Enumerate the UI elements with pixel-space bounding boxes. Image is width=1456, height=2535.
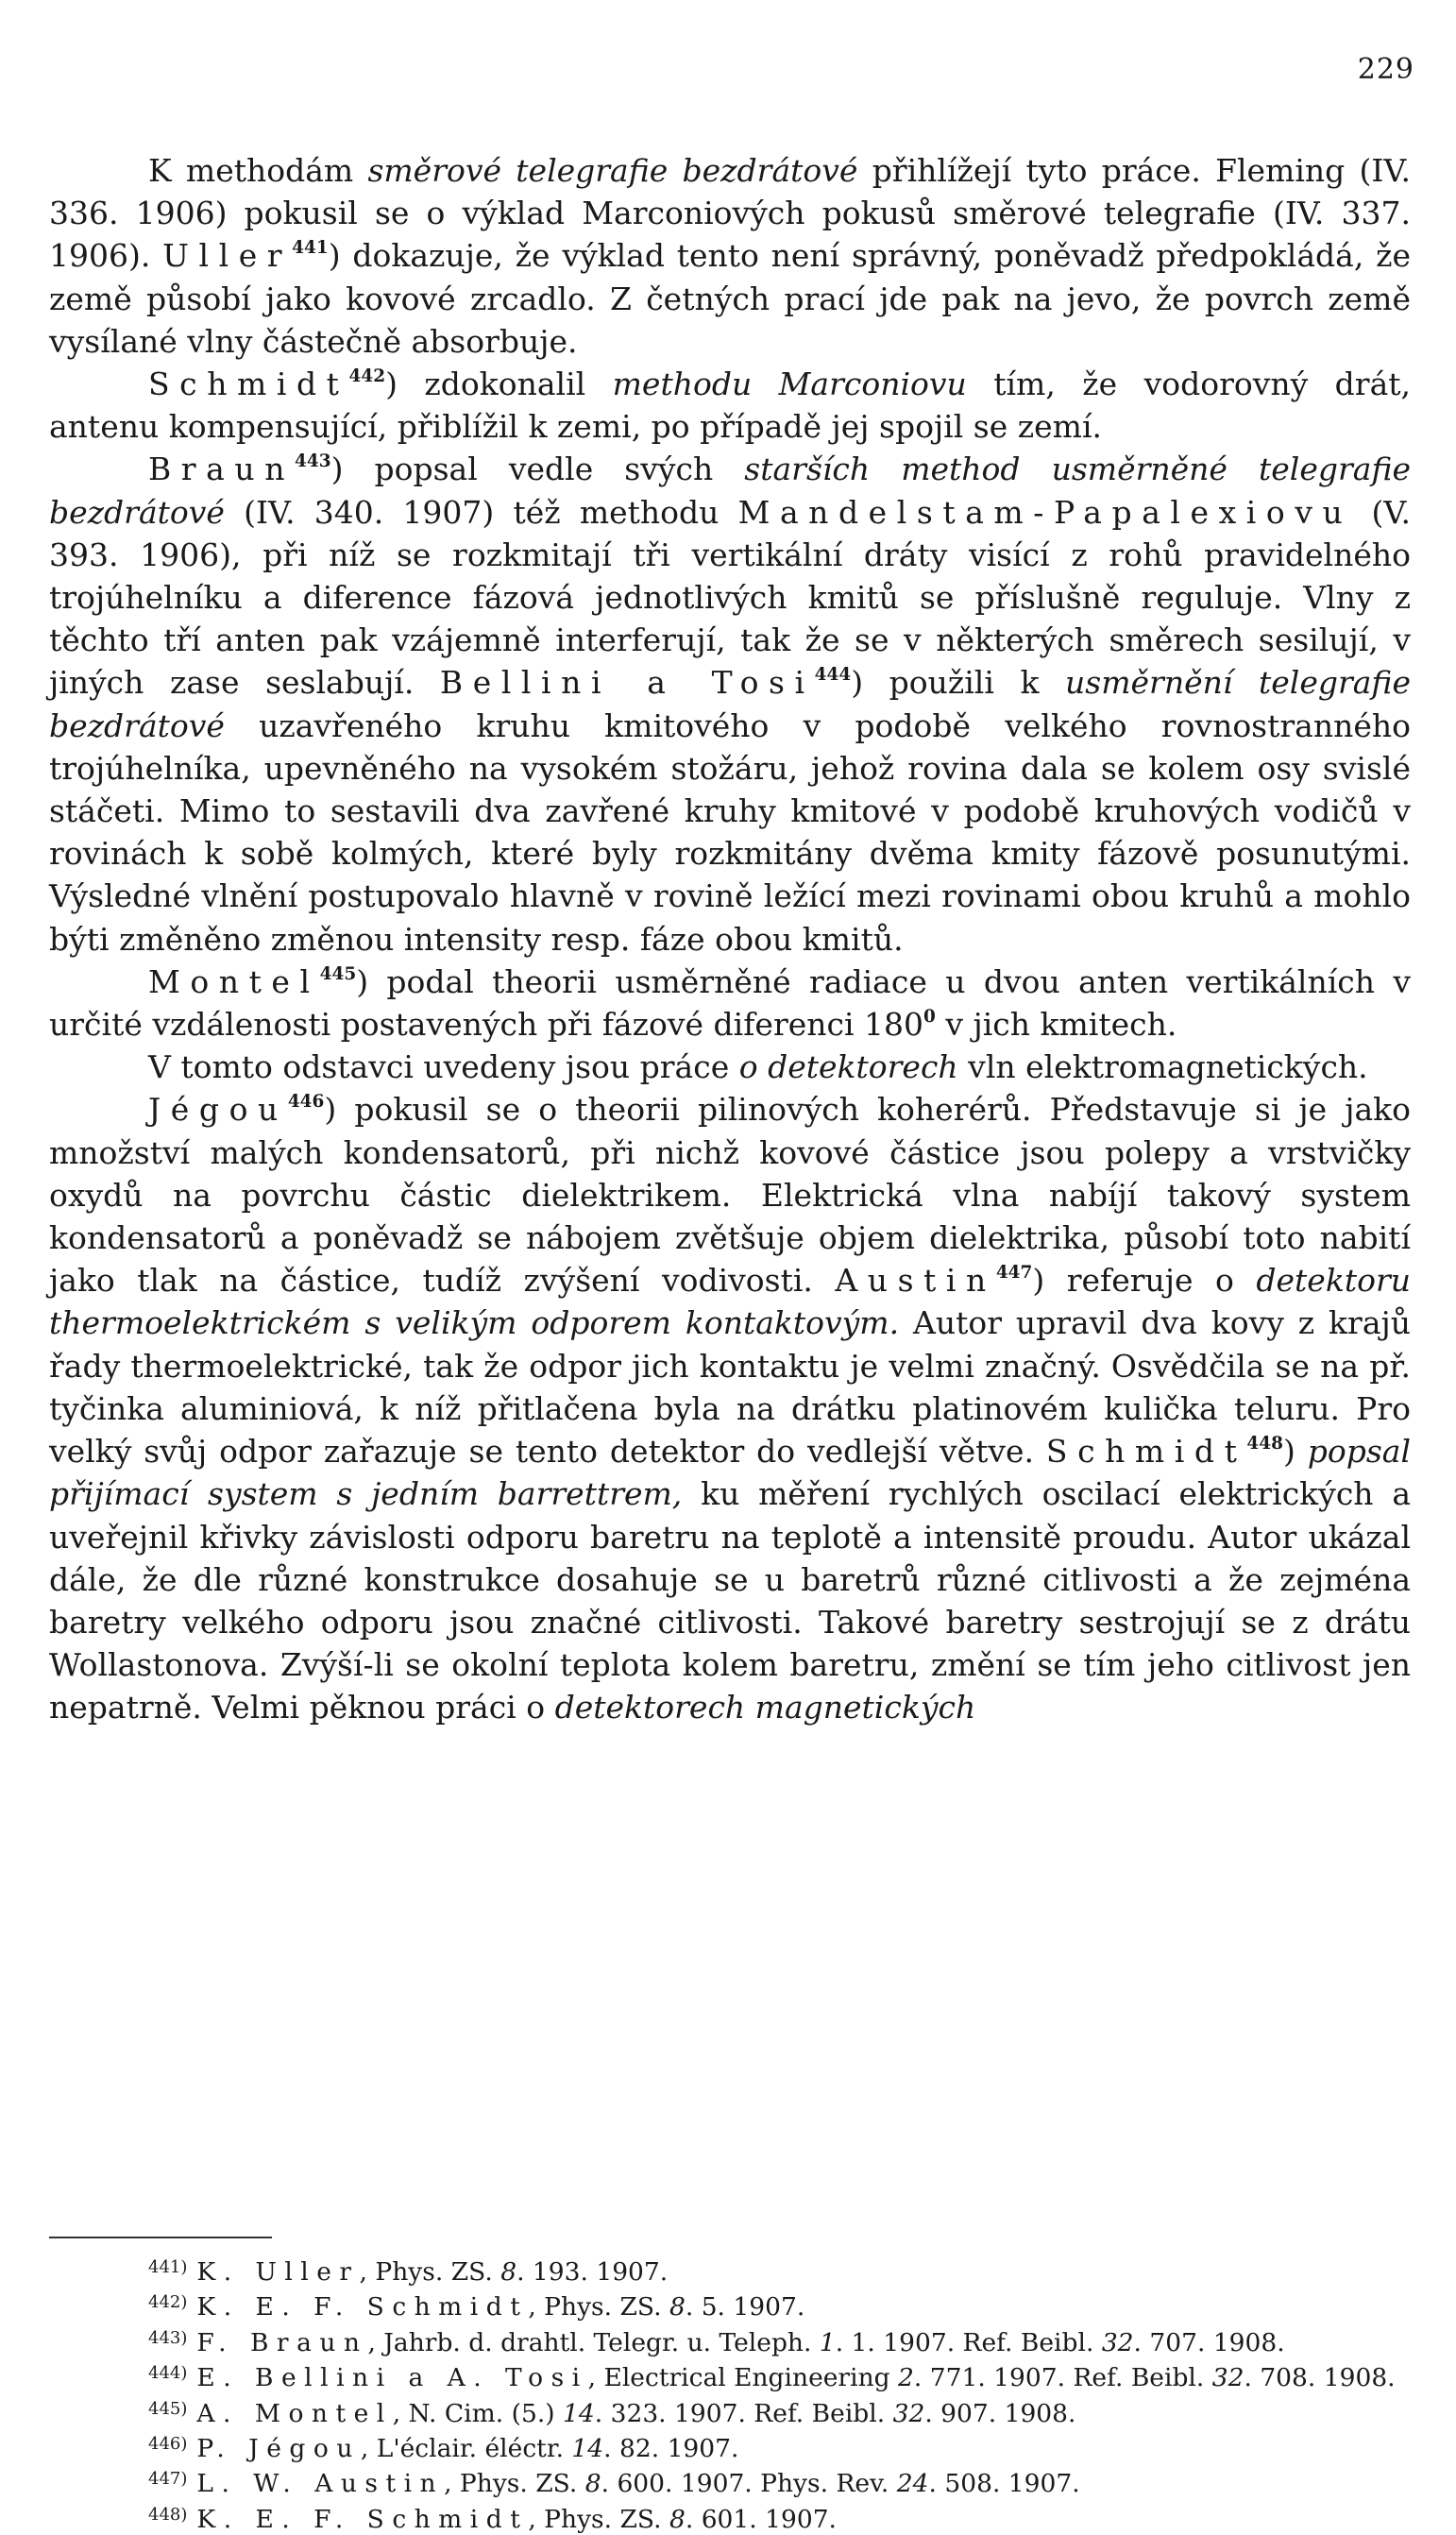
text-run: uzavřeného kruhu kmitového v podobě velkého rovnostranného trojúhelníka, upevněného na vysokém stožáru, jehož rovina dala se kolem osy svislé stáčeti. Mimo to sestavili dva zavřené kruhy kmitové v podobě kruhových vodičů v rovinách k sobě kolmých, které byly rozkmitány dvěma kmity fázově posunutými. Výsledné vlnění postupovalo hlavně v rovině ležící mezi rovinami obou kruhů a mohlo býti změněno změnou intensity resp. fáze obou kmitů. bbox=[49, 706, 1411, 958]
footnote-number: 445) bbox=[148, 2398, 188, 2419]
footnote-ref: 445 bbox=[319, 964, 357, 984]
author-name: Schmidt bbox=[1045, 1433, 1247, 1471]
footnote-number: 443) bbox=[148, 2327, 188, 2348]
footnote-number: 444) bbox=[148, 2363, 188, 2384]
footnote-text: . 708. 1908. bbox=[1244, 2363, 1396, 2393]
footnote-text: , Phys. ZS. bbox=[359, 2257, 501, 2288]
emphasis: detektorech magnetických bbox=[554, 1689, 976, 1727]
footnote-number: 442) bbox=[148, 2292, 188, 2313]
footnote-author: E. Bellini a A. Tosi bbox=[196, 2363, 588, 2393]
footnote-volume: 14 bbox=[563, 2398, 595, 2428]
paragraph-schmidt bbox=[49, 363, 1411, 448]
footnote-ref: 443 bbox=[295, 451, 331, 472]
footnote-text: . 1. 1907. Ref. Beibl. bbox=[835, 2327, 1102, 2357]
text-run: ) podal theorii usměrněné radiace u dvou anten vertikálních v určité vzdálenosti postavených při fázové diferenci 180 bbox=[49, 962, 1411, 1044]
footnote-number: 446) bbox=[148, 2433, 188, 2454]
footnote-volume: 8 bbox=[669, 2292, 686, 2322]
author-name: Braun bbox=[148, 451, 296, 488]
footnotes bbox=[49, 2253, 1411, 2535]
paragraph-jegou bbox=[49, 1088, 1411, 1728]
author-name: Mandelstam-Papalexiovu bbox=[737, 493, 1353, 531]
footnote-volume: 8 bbox=[584, 2469, 601, 2499]
footnote bbox=[49, 2358, 1411, 2393]
emphasis: o detektorech bbox=[738, 1048, 958, 1086]
footnote-volume: 1 bbox=[819, 2327, 836, 2357]
text-run: Autor upravil dva kovy z krajů řady thermoelektrické, tak že odpor jich kontaktu je velmi značný. Osvědčila se na př. tyčinka aluminiová, k níž přitlačena byla na drátku platinovém kulička teluru. Pro velký svůj odpor zařazuje se tento detektor do vedlejší větve. bbox=[49, 1304, 1411, 1471]
text-run: ku měření rychlých oscilací elektrických a uveřejnil křivky závislosti odporu baretru na teplotě a intensitě proudu. Autor ukázal dále, že dle různé konstrukce dosahuje se u baretrů různé citlivosti a že zejména baretry velkého odporu jsou značné citlivosti. Takové baretry sestrojují se z drátu Wollastonova. Zvýší-li se okolní teplota kolem baretru, změní se tím jeho citlivost jen nepatrně. Velmi pěknou práci o bbox=[49, 1475, 1411, 1727]
emphasis: usměrnění telegrafie bezdrátové bbox=[49, 664, 1411, 744]
text-run: ) popsal vedle svých bbox=[330, 451, 745, 488]
emphasis: detektoru thermoelektrickém s velikým odporem kontaktovým. bbox=[49, 1262, 1411, 1342]
footnote-number: 441) bbox=[148, 2257, 188, 2277]
emphasis: popsal přijímací system s jedním barrettrem, bbox=[49, 1433, 1411, 1513]
footnote-text: . 5. 1907. bbox=[685, 2292, 805, 2322]
footnote-author: K. Uller bbox=[196, 2257, 360, 2288]
footnote-author: L. W. Austin bbox=[196, 2469, 445, 2499]
text-run: K methodám bbox=[148, 152, 368, 189]
page-number: 229 bbox=[1357, 53, 1414, 86]
text-run: V tomto odstavci uvedeny jsou práce bbox=[148, 1048, 739, 1086]
footnote-ref: 448 bbox=[1246, 1434, 1283, 1455]
body-text bbox=[49, 149, 1411, 1729]
footnote-text: , N. Cim. (5.) bbox=[392, 2398, 564, 2428]
footnote-author: K. E. F. Schmidt bbox=[196, 2504, 529, 2534]
footnote-text: , Electrical Engineering bbox=[587, 2363, 899, 2393]
footnote-author: F. Braun bbox=[196, 2327, 368, 2357]
author-name: Uller bbox=[162, 237, 293, 275]
text-run: ) bbox=[1282, 1433, 1308, 1471]
text-run: tím, že vodorovný drát, antenu kompensující, přiblížil k zemi, po případě jej spojil se zemí. bbox=[49, 366, 1412, 446]
footnote-ref: 441 bbox=[292, 238, 329, 259]
emphasis: methodu Marconiovu bbox=[612, 366, 967, 403]
footnote-text: . 323. 1907. Ref. Beibl. bbox=[594, 2398, 893, 2428]
footnote-volume: 2 bbox=[898, 2363, 914, 2393]
text-run: (IV. 340. 1907) též methodu bbox=[224, 493, 738, 531]
footnote-text: . 193. 1907. bbox=[516, 2257, 669, 2288]
footnote-text: . 707. 1908. bbox=[1133, 2327, 1285, 2357]
text-run: ) dokazuje, že výklad tento není správný, poněvadž předpokládá, že země působí jako kovové zrcadlo. Z četných prací jde pak na jevo, že povrch země vysílané vlny částečně absorbuje. bbox=[49, 237, 1411, 360]
author-name: Austin bbox=[835, 1262, 996, 1300]
author-name: Bellini a Tosi bbox=[439, 664, 815, 702]
footnote-ref: 446 bbox=[287, 1092, 325, 1113]
text-run: (V. 393. 1906), při níž se rozkmitají tři vertikální dráty visící z rohů pravidelného trojúhelníku a diference fázová jednotlivých kmitů se příslušně reguluje. Vlny z těchto tří anten pak vzájemně interferují, tak že se v některých směrech sesilují, v jiných zase seslabují. bbox=[49, 493, 1411, 702]
footnote-text: . 907. 1908. bbox=[924, 2398, 1076, 2428]
text-run: přihlížejí tyto práce. Fleming (IV. 336. 1906) pokusil se o výklad Marconiových pokusů směrové telegrafie (IV. 337. 1906). bbox=[49, 152, 1411, 275]
footnote-text: . 601. 1907. bbox=[685, 2504, 837, 2534]
footnote-text: . 508. 1907. bbox=[928, 2469, 1080, 2499]
text-run: ) pokusil se o theorii pilinových koherérů. Představuje si je jako množství malých kondensatorů, při nichž kovové částice jsou polepy a vrstvičky oxydů na povrchu částic dielektrikem. Elektrická vlna nabíjí takový system kondensatorů a poněvadž se nábojem zvětšuje objem dielektrika, působí toto nabití jako tlak na částice, tudíž zvýšení vodivosti. bbox=[49, 1091, 1411, 1300]
footnote-volume: 32 bbox=[1211, 2363, 1244, 2393]
footnote bbox=[49, 2288, 1411, 2322]
paragraph-montel bbox=[49, 961, 1411, 1046]
footnote-divider bbox=[49, 2237, 272, 2238]
footnote bbox=[49, 2394, 1411, 2429]
text-run: ) referuje o bbox=[1032, 1262, 1257, 1300]
footnote-ref: 447 bbox=[995, 1263, 1033, 1284]
text-run: ) zdokonalil bbox=[385, 366, 613, 403]
footnote-author: P. Jégou bbox=[196, 2434, 361, 2464]
paragraph-detectors-intro bbox=[49, 1046, 1411, 1088]
footnote bbox=[49, 2253, 1411, 2288]
emphasis: směrové telegrafie bezdrátové bbox=[367, 152, 858, 189]
footnote-text: , Phys. ZS. bbox=[528, 2504, 669, 2534]
paragraph-directional-telegraphy bbox=[49, 149, 1411, 363]
footnote-text: . 771. 1907. Ref. Beibl. bbox=[913, 2363, 1212, 2393]
paragraph-braun bbox=[49, 448, 1411, 960]
footnote-text: , Phys. ZS. bbox=[444, 2469, 585, 2499]
footnote-text: , Phys. ZS. bbox=[528, 2292, 669, 2322]
emphasis: starších method usměrněné telegrafie bezdrátové bbox=[49, 451, 1411, 531]
footnote bbox=[49, 2323, 1411, 2358]
footnote-volume: 14 bbox=[571, 2434, 604, 2464]
footnote-number: 447) bbox=[148, 2469, 188, 2490]
footnote bbox=[49, 2464, 1411, 2499]
footnote-author: K. E. F. Schmidt bbox=[196, 2292, 529, 2322]
footnote-text: , Jahrb. d. drahtl. Telegr. u. Teleph. bbox=[367, 2327, 820, 2357]
text-run: ) použili k bbox=[851, 664, 1066, 702]
footnote-volume: 32 bbox=[892, 2398, 925, 2428]
footnote-author: A. Montel bbox=[196, 2398, 393, 2428]
degree-superscript: 0 bbox=[923, 1007, 936, 1028]
text-run: v jich kmitech. bbox=[935, 1006, 1177, 1044]
footnote bbox=[49, 2429, 1411, 2464]
footnote-ref: 442 bbox=[348, 366, 386, 387]
footnote bbox=[49, 2500, 1411, 2535]
footnote-volume: 8 bbox=[500, 2257, 517, 2288]
footnote-volume: 32 bbox=[1101, 2327, 1134, 2357]
author-name: Jégou bbox=[148, 1091, 288, 1129]
footnote-volume: 24 bbox=[896, 2469, 929, 2499]
author-name: Montel bbox=[148, 962, 320, 1000]
author-name: Schmidt bbox=[148, 366, 349, 403]
footnote-ref: 444 bbox=[814, 665, 852, 686]
footnote-number: 448) bbox=[148, 2504, 188, 2525]
footnote-text: , L'éclair. éléctr. bbox=[360, 2434, 572, 2464]
footnote-text: . 82. 1907. bbox=[603, 2434, 739, 2464]
footnote-text: . 600. 1907. Phys. Rev. bbox=[601, 2469, 897, 2499]
footnote-volume: 8 bbox=[669, 2504, 686, 2534]
text-run: vln elektromagnetických. bbox=[957, 1048, 1368, 1086]
